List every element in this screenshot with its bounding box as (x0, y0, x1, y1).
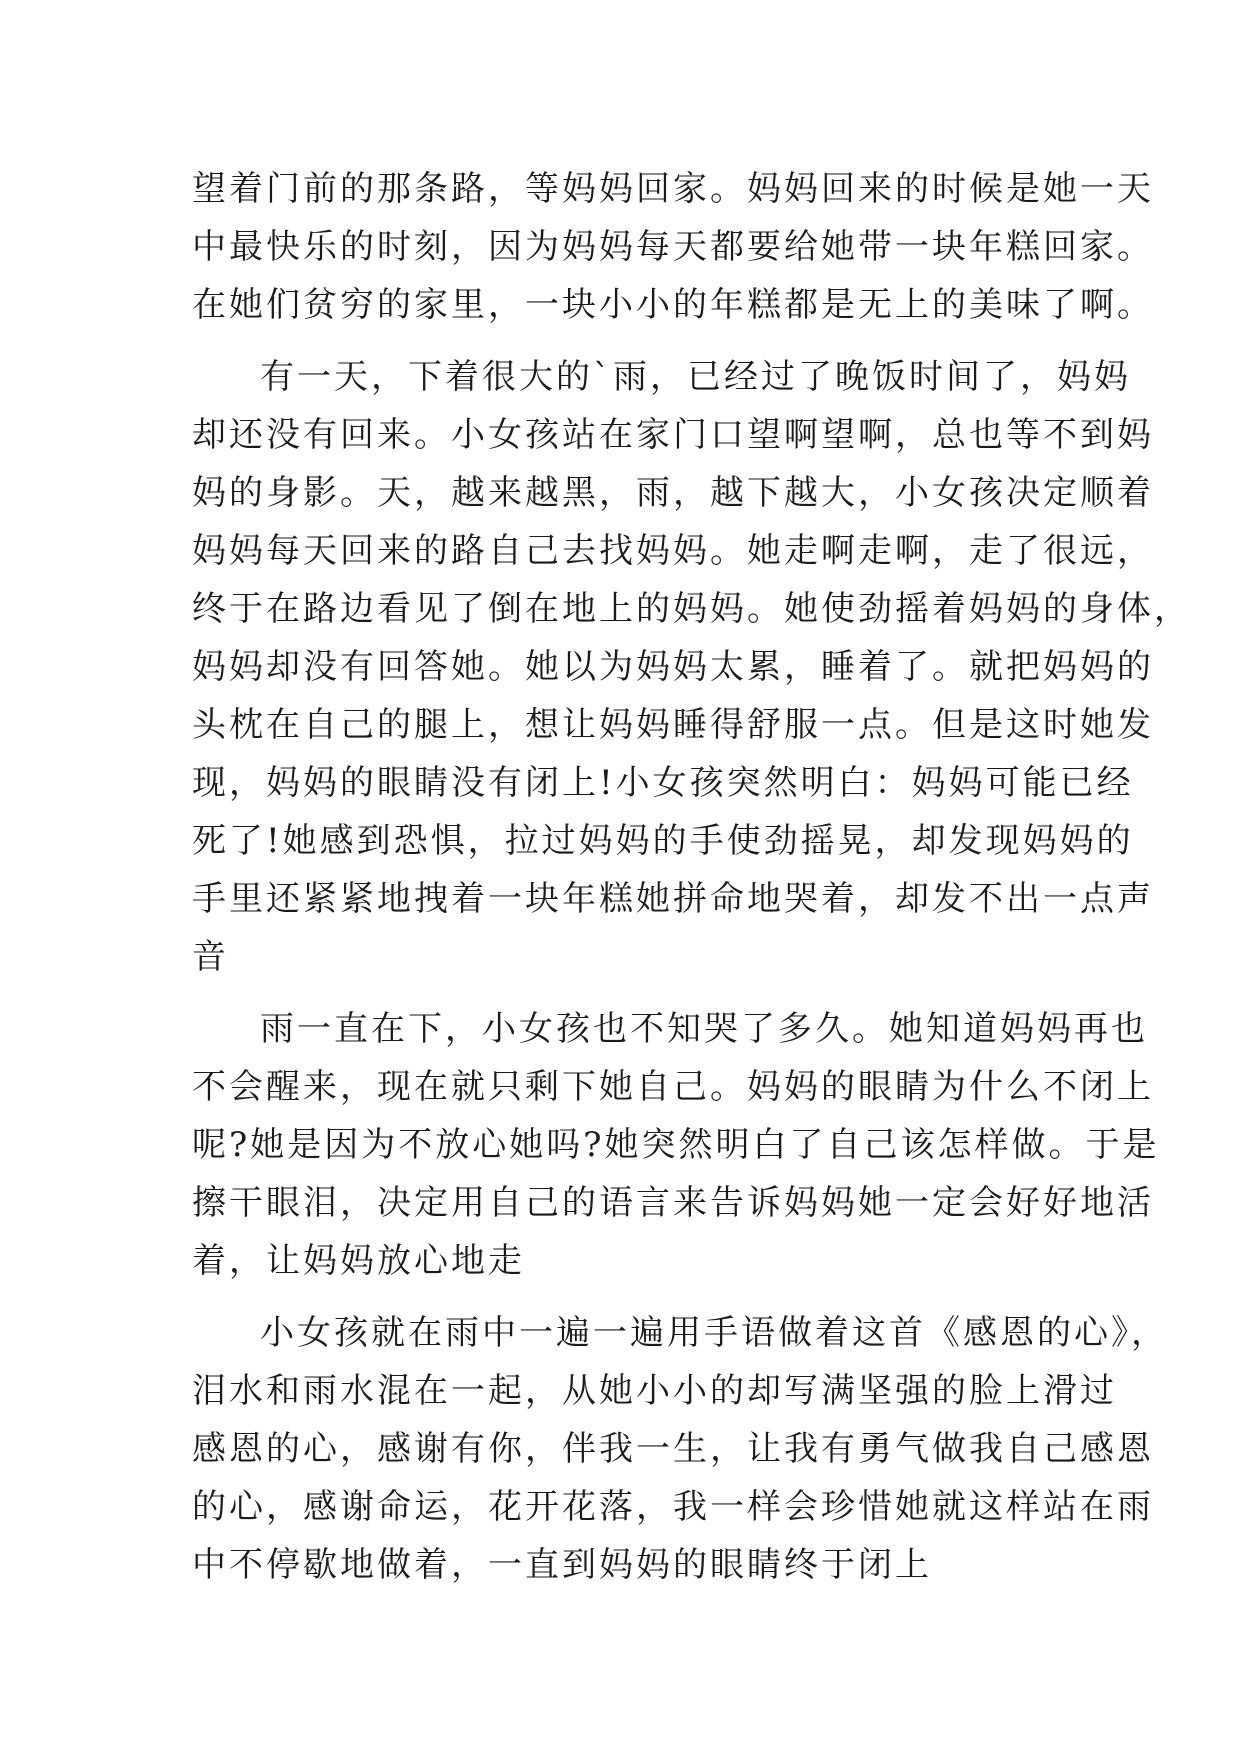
text-line: 望着门前的那条路，等妈妈回家。妈妈回来的时候是她一天 (192, 169, 1154, 209)
text-line: 着，让妈妈放心地走 (192, 1241, 525, 1281)
text-line: 中不停歇地做着，一直到妈妈的眼睛终于闭上 (192, 1545, 932, 1585)
text-line: 手里还紧紧地拽着一块年糕她拼命地哭着，却发不出一点声 (192, 879, 1154, 919)
paragraph-first-line: 雨一直在下，小女孩也不知哭了多久。她知道妈妈再也 (260, 1009, 1148, 1049)
text-line: 却还没有回来。小女孩站在家门口望啊望啊，总也等不到妈 (192, 415, 1154, 455)
text-line: 泪水和雨水混在一起，从她小小的却写满坚强的脸上滑过 (192, 1371, 1117, 1411)
text-line: 擦干眼泪，决定用自己的语言来告诉妈妈她一定会好好地活 (192, 1183, 1154, 1223)
body-text (192, 160, 1191, 1594)
text-line: 的心，感谢命运，花开花落，我一样会珍惜她就这样站在雨 (192, 1487, 1154, 1527)
text-line: 妈的身影。天，越来越黑，雨，越下越大，小女孩决定顺着 (192, 473, 1154, 513)
text-line: 音 (192, 937, 229, 977)
text-line: 妈妈每天回来的路自己去找妈妈。她走啊走啊，走了很远， (192, 531, 1154, 571)
text-line: 在她们贫穷的家里，一块小小的年糕都是无上的美味了啊。 (192, 285, 1154, 325)
text-line: 感恩的心，感谢有你，伴我一生，让我有勇气做我自己感恩 (192, 1429, 1154, 1469)
paragraph-first-line: 小女孩就在雨中一遍一遍用手语做着这首《感恩的心》， (260, 1313, 1168, 1353)
text-line: 中最快乐的时刻，因为妈妈每天都要给她带一块年糕回家。 (192, 227, 1154, 267)
text-line: 呢?她是因为不放心她吗?她突然明白了自己该怎样做。于是 (192, 1125, 1160, 1165)
text-line: 现，妈妈的眼睛没有闭上!小女孩突然明白：妈妈可能已经 (192, 763, 1134, 803)
text-line: 头枕在自己的腿上，想让妈妈睡得舒服一点。但是这时她发 (192, 705, 1154, 745)
paragraph-first-line: 有一天，下着很大的`雨，已经过了晚饭时间了，妈妈 (260, 357, 1131, 397)
text-line: 不会醒来，现在就只剩下她自己。妈妈的眼睛为什么不闭上 (192, 1067, 1154, 1107)
text-line: 终于在路边看见了倒在地上的妈妈。她使劲摇着妈妈的身体， (192, 589, 1191, 629)
text-line: 妈妈却没有回答她。她以为妈妈太累，睡着了。就把妈妈的 (192, 647, 1154, 687)
text-line: 死了!她感到恐惧，拉过妈妈的手使劲摇晃，却发现妈妈的 (192, 821, 1134, 861)
